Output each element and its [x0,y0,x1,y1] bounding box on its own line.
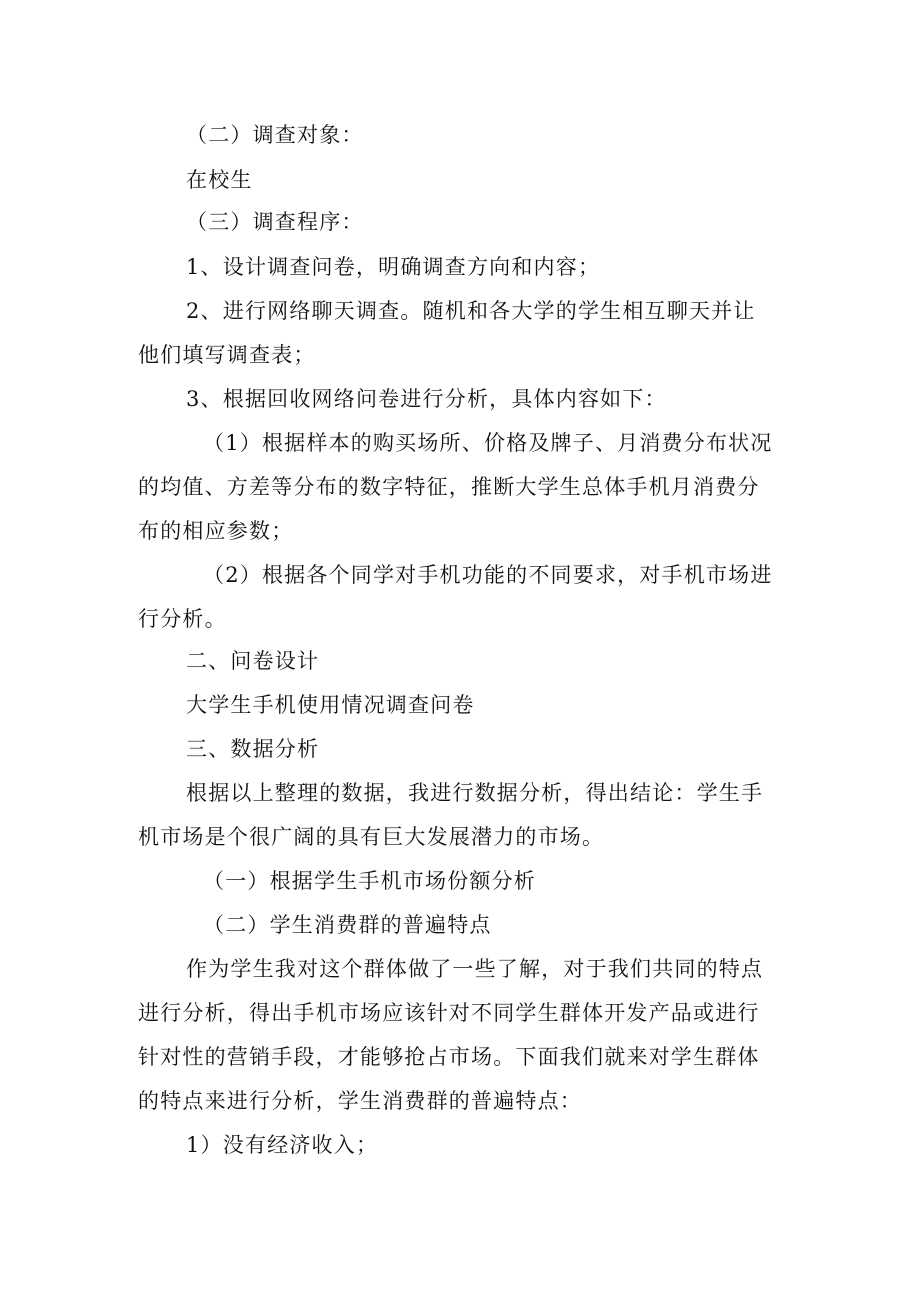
paragraph-line: 的特点来进行分析，学生消费群的普遍特点： [138,1089,582,1113]
paragraph-line: 行分析。 [138,607,227,631]
paragraph-line: 的均值、方差等分布的数字特征，推断大学生总体手机月消费分 [138,475,760,499]
heading-survey-target: （二）调查对象： [186,123,364,147]
paragraph-line: 3、根据回收网络问卷进行分析，具体内容如下： [186,387,667,411]
subheading-consumer-traits: （二）学生消费群的普遍特点 [203,913,492,937]
paragraph-line: 进行分析，得出手机市场应该针对不同学生群体开发产品或进行 [138,1001,760,1025]
paragraph-line: （2）根据各个同学对手机功能的不同要求，对手机市场进 [203,563,773,587]
paragraph-line: 作为学生我对这个群体做了一些了解，对于我们共同的特点 [186,957,764,981]
section-heading-questionnaire: 二、问卷设计 [186,649,320,673]
list-item: 1）没有经济收入； [186,1133,379,1157]
heading-survey-procedure: （三）调查程序： [186,210,364,234]
paragraph-line: 根据以上整理的数据，我进行数据分析，得出结论：学生手 [186,781,764,805]
paragraph-line: （1）根据样本的购买场所、价格及牌子、月消费分布状况 [203,431,773,455]
paragraph-line: 布的相应参数； [138,519,294,543]
paragraph-line: 针对性的营销手段，才能够抢占市场。下面我们就来对学生群体 [138,1045,760,1069]
questionnaire-title: 大学生手机使用情况调查问卷 [186,693,475,717]
paragraph-line: 1、设计调查问卷，明确调查方向和内容； [186,255,601,279]
subheading-market-share: （一）根据学生手机市场份额分析 [203,869,536,893]
paragraph-line: 在校生 [186,168,253,192]
paragraph-line: 2、进行网络聊天调查。随机和各大学的学生相互聊天并让 [186,299,756,323]
paragraph-line: 机市场是个很广阔的具有巨大发展潜力的市场。 [138,825,605,849]
paragraph-line: 他们填写调查表； [138,343,316,367]
section-heading-analysis: 三、数据分析 [186,737,320,761]
